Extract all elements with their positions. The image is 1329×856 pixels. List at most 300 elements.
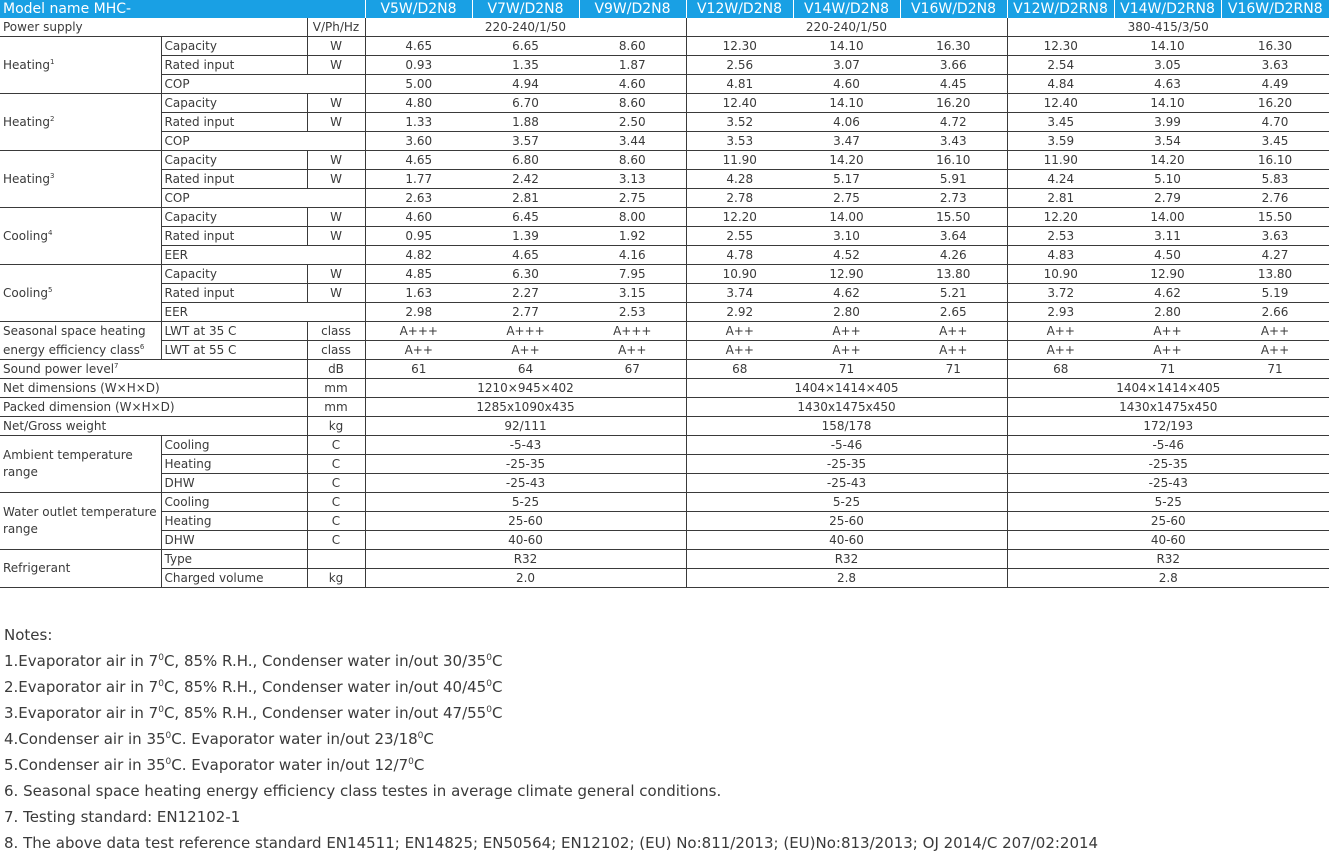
value-cell: 16.30 (1221, 37, 1329, 56)
value-cell: 4.60 (365, 208, 472, 227)
unit-cell: W (307, 113, 365, 132)
sub-label-cell: LWT at 55 C (161, 341, 307, 360)
value-cell: 71 (793, 360, 900, 379)
value-cell: 1.92 (579, 227, 686, 246)
group-value-cell: 25-60 (686, 512, 1007, 531)
water-outlet-temperature-row (0, 493, 1329, 512)
unit-cell: W (307, 170, 365, 189)
value-cell: 2.81 (1007, 189, 1114, 208)
value-cell: 14.20 (793, 151, 900, 170)
value-cell: 13.80 (900, 265, 1007, 284)
value-cell: A++ (686, 322, 793, 341)
note-text: C (491, 652, 503, 670)
value-cell: 11.90 (1007, 151, 1114, 170)
footnote-marker: 4 (47, 229, 53, 237)
sub-label-cell: Rated input (161, 227, 307, 246)
group-value-cell: 1210×945×402 (365, 379, 686, 398)
value-cell: 4.65 (365, 37, 472, 56)
unit-cell: W (307, 37, 365, 56)
unit-cell: V/Ph/Hz (307, 18, 365, 37)
value-cell: 14.00 (1114, 208, 1221, 227)
seasonal-efficiency-row (0, 341, 1329, 360)
sub-label-cell: DHW (161, 531, 307, 550)
value-cell: 12.20 (1007, 208, 1114, 227)
unit-cell: W (307, 56, 365, 75)
value-cell: A++ (1221, 322, 1329, 341)
value-cell: 15.50 (1221, 208, 1329, 227)
unit-cell: C (307, 512, 365, 531)
note-item (4, 648, 1098, 674)
note-text: 4.Condenser air in 35 (4, 730, 166, 748)
value-cell: 2.63 (365, 189, 472, 208)
sub-label-cell: Capacity (161, 94, 307, 113)
value-cell: A+++ (472, 322, 579, 341)
note-text: 3.Evaporator air in 7 (4, 704, 159, 722)
value-cell: 2.75 (793, 189, 900, 208)
model-header: V12W/D2N8 (686, 0, 793, 18)
value-cell: 3.10 (793, 227, 900, 246)
value-cell: 4.83 (1007, 246, 1114, 265)
sound-power-label (0, 360, 307, 379)
value-cell: 8.60 (579, 94, 686, 113)
performance-row (0, 284, 1329, 303)
sub-label-cell: Capacity (161, 37, 307, 56)
row-label-cell: Packed dimension (W×H×D) (0, 398, 307, 417)
group-value-cell: 1404×1414×405 (1007, 379, 1329, 398)
value-cell: 3.44 (579, 132, 686, 151)
group-value-cell: -25-43 (365, 474, 686, 493)
note-item: 6. Seasonal space heating energy efficiency class testes in average climate general conditions. (4, 782, 722, 800)
value-cell: 15.50 (900, 208, 1007, 227)
note-item (4, 674, 1098, 700)
note-text: C (423, 730, 434, 748)
ambient-temperature-row (0, 455, 1329, 474)
row-label-cell: Net dimensions (W×H×D) (0, 379, 307, 398)
notes-section (4, 622, 1099, 852)
value-cell: 4.62 (1114, 284, 1221, 303)
performance-row (0, 132, 1329, 151)
value-cell: 2.66 (1221, 303, 1329, 322)
row-label-text: Heating (3, 115, 51, 129)
value-cell: 64 (472, 360, 579, 379)
value-cell: 4.82 (365, 246, 472, 265)
group-value-cell: 5-25 (365, 493, 686, 512)
model-header: V7W/D2N8 (472, 0, 579, 18)
value-cell: 68 (686, 360, 793, 379)
water-outlet-temperature-label: Water outlet temperature range (0, 493, 161, 550)
performance-group-label (0, 151, 161, 208)
unit-cell: mm (307, 379, 365, 398)
value-cell: 3.52 (686, 113, 793, 132)
group-value-cell: 92/111 (365, 417, 686, 436)
sub-label-cell: Cooling (161, 493, 307, 512)
value-cell: 6.65 (472, 37, 579, 56)
note-text: C (413, 756, 425, 774)
sub-label-cell: Charged volume (161, 569, 307, 588)
performance-row (0, 151, 1329, 170)
value-cell: 3.60 (365, 132, 472, 151)
value-cell: 2.65 (900, 303, 1007, 322)
row-label-text: Heating (3, 58, 51, 72)
sub-label-cell: Cooling (161, 436, 307, 455)
value-cell: 1.77 (365, 170, 472, 189)
note-text: 5.Condenser air in 35 (4, 756, 166, 774)
value-cell: 4.26 (900, 246, 1007, 265)
value-cell: 2.78 (686, 189, 793, 208)
group-value-cell: 220-240/1/50 (365, 18, 686, 37)
group-value-cell: 220-240/1/50 (686, 18, 1007, 37)
value-cell: 2.81 (472, 189, 579, 208)
degree-marker: 0 (408, 757, 414, 767)
performance-row (0, 208, 1329, 227)
sound-power-row (0, 360, 1329, 379)
value-cell: 11.90 (686, 151, 793, 170)
degree-marker: 0 (165, 731, 172, 741)
note-text: C (491, 678, 503, 696)
sub-label-cell: Rated input (161, 113, 307, 132)
sub-label-cell: EER (161, 246, 365, 265)
note-text: C, 85% R.H., Condenser water in/out 47/55 (163, 704, 487, 722)
unit-cell: W (307, 151, 365, 170)
group-value-cell: 40-60 (686, 531, 1007, 550)
value-cell: 4.63 (1114, 75, 1221, 94)
value-cell: 16.20 (900, 94, 1007, 113)
value-cell: 3.72 (1007, 284, 1114, 303)
value-cell: 2.53 (1007, 227, 1114, 246)
value-cell: 6.45 (472, 208, 579, 227)
performance-row (0, 75, 1329, 94)
footnote-marker: 3 (50, 172, 55, 180)
value-cell: 3.63 (1221, 56, 1329, 75)
value-cell: 4.60 (579, 75, 686, 94)
value-cell: 1.88 (472, 113, 579, 132)
value-cell: 4.62 (793, 284, 900, 303)
value-cell: 5.91 (900, 170, 1007, 189)
note-text: 1.Evaporator air in 7 (4, 652, 159, 670)
power-supply-label: Power supply (0, 18, 307, 37)
sub-label-cell: Rated input (161, 56, 307, 75)
header-row (0, 0, 1329, 18)
value-cell: 3.05 (1114, 56, 1221, 75)
value-cell: 6.80 (472, 151, 579, 170)
note-item (4, 700, 1098, 726)
value-cell: 2.73 (900, 189, 1007, 208)
value-cell: 1.63 (365, 284, 472, 303)
value-cell: 2.54 (1007, 56, 1114, 75)
performance-row (0, 227, 1329, 246)
group-value-cell: 1430x1475x450 (686, 398, 1007, 417)
row-label-text: Cooling (3, 286, 48, 300)
value-cell: 0.93 (365, 56, 472, 75)
power-supply-row (0, 18, 1329, 37)
group-value-cell: R32 (1007, 550, 1329, 569)
model-name-label: Model name MHC- (0, 0, 365, 18)
value-cell: 3.45 (1221, 132, 1329, 151)
unit-cell (307, 550, 365, 569)
value-cell: 71 (1114, 360, 1221, 379)
value-cell: 5.21 (900, 284, 1007, 303)
performance-group-label (0, 94, 161, 151)
value-cell: 4.49 (1221, 75, 1329, 94)
group-value-cell: 40-60 (1007, 531, 1329, 550)
value-cell: 5.17 (793, 170, 900, 189)
group-value-cell: 2.8 (686, 569, 1007, 588)
value-cell: 5.19 (1221, 284, 1329, 303)
ambient-temperature-label: Ambient temperature range (0, 436, 161, 493)
water-outlet-temperature-row (0, 512, 1329, 531)
value-cell: 10.90 (1007, 265, 1114, 284)
group-value-cell: 1285x1090x435 (365, 398, 686, 417)
dimension-row (0, 398, 1329, 417)
refrigerant-row (0, 569, 1329, 588)
sub-label-cell: EER (161, 303, 365, 322)
value-cell: A++ (1007, 341, 1114, 360)
value-cell: 2.75 (579, 189, 686, 208)
value-cell: 2.50 (579, 113, 686, 132)
group-value-cell: 158/178 (686, 417, 1007, 436)
group-value-cell: -5-43 (365, 436, 686, 455)
performance-row (0, 265, 1329, 284)
degree-marker: 0 (158, 705, 164, 715)
unit-cell: dB (307, 360, 365, 379)
performance-group-label (0, 265, 161, 322)
value-cell: 3.11 (1114, 227, 1221, 246)
value-cell: 3.54 (1114, 132, 1221, 151)
value-cell: 4.45 (900, 75, 1007, 94)
value-cell: 4.27 (1221, 246, 1329, 265)
value-cell: 1.35 (472, 56, 579, 75)
value-cell: 12.40 (686, 94, 793, 113)
footnote-marker: 1 (50, 58, 55, 66)
value-cell: 2.80 (793, 303, 900, 322)
model-header: V12W/D2RN8 (1007, 0, 1114, 18)
sub-label-cell: Capacity (161, 208, 307, 227)
refrigerant-label: Refrigerant (0, 550, 161, 588)
unit-cell: W (307, 227, 365, 246)
value-cell: A++ (900, 341, 1007, 360)
unit-cell: C (307, 474, 365, 493)
value-cell: 2.80 (1114, 303, 1221, 322)
value-cell: 61 (365, 360, 472, 379)
group-value-cell: 25-60 (1007, 512, 1329, 531)
value-cell: 6.30 (472, 265, 579, 284)
seasonal-label-line2: energy efficiency class (3, 342, 140, 357)
group-value-cell: -25-35 (1007, 455, 1329, 474)
note-text: C, 85% R.H., Condenser water in/out 40/45 (163, 678, 487, 696)
degree-marker: 0 (417, 731, 424, 741)
unit-cell: C (307, 531, 365, 550)
note-text: C (491, 704, 503, 722)
unit-cell: kg (307, 417, 365, 436)
performance-row (0, 113, 1329, 132)
model-header: V9W/D2N8 (579, 0, 686, 18)
unit-cell: W (307, 208, 365, 227)
value-cell: 12.90 (1114, 265, 1221, 284)
value-cell: A++ (1007, 322, 1114, 341)
value-cell: 3.53 (686, 132, 793, 151)
value-cell: 71 (900, 360, 1007, 379)
value-cell: 3.64 (900, 227, 1007, 246)
value-cell: 12.40 (1007, 94, 1114, 113)
value-cell: 8.60 (579, 37, 686, 56)
value-cell: 16.20 (1221, 94, 1329, 113)
value-cell: 5.10 (1114, 170, 1221, 189)
group-value-cell: 5-25 (686, 493, 1007, 512)
group-value-cell: 25-60 (365, 512, 686, 531)
group-value-cell: -25-35 (365, 455, 686, 474)
unit-cell: mm (307, 398, 365, 417)
group-value-cell: -25-35 (686, 455, 1007, 474)
value-cell: 3.66 (900, 56, 1007, 75)
value-cell: 2.92 (686, 303, 793, 322)
note-text: C. Evaporator water in/out 12/7 (171, 756, 409, 774)
value-cell: 14.10 (793, 37, 900, 56)
unit-cell: kg (307, 569, 365, 588)
unit-cell: W (307, 265, 365, 284)
value-cell: 16.10 (1221, 151, 1329, 170)
value-cell: 1.87 (579, 56, 686, 75)
group-value-cell: 2.0 (365, 569, 686, 588)
value-cell: 12.20 (686, 208, 793, 227)
performance-group-label (0, 37, 161, 94)
value-cell: 3.45 (1007, 113, 1114, 132)
value-cell: 12.30 (686, 37, 793, 56)
value-cell: 8.60 (579, 151, 686, 170)
sub-label-cell: Type (161, 550, 307, 569)
unit-cell: C (307, 493, 365, 512)
value-cell: 6.70 (472, 94, 579, 113)
group-value-cell: -5-46 (1007, 436, 1329, 455)
value-cell: 8.00 (579, 208, 686, 227)
performance-row (0, 246, 1329, 265)
value-cell: 4.85 (365, 265, 472, 284)
value-cell: 2.53 (579, 303, 686, 322)
value-cell: 71 (1221, 360, 1329, 379)
dimension-row (0, 379, 1329, 398)
unit-cell: C (307, 455, 365, 474)
footnote-marker: 7 (114, 362, 119, 370)
performance-row (0, 56, 1329, 75)
group-value-cell: -25-43 (686, 474, 1007, 493)
value-cell: 13.80 (1221, 265, 1329, 284)
performance-group-label (0, 208, 161, 265)
note-item: 8. The above data test reference standard EN14511; EN14825; EN50564; EN12102; (EU) No:811/2013; (EU)No:813/2013; OJ 2014/C 207/02:2014 (4, 834, 1099, 852)
value-cell: 2.93 (1007, 303, 1114, 322)
value-cell: 4.24 (1007, 170, 1114, 189)
value-cell: A++ (686, 341, 793, 360)
value-cell: 68 (1007, 360, 1114, 379)
ambient-temperature-row (0, 474, 1329, 493)
model-header: V5W/D2N8 (365, 0, 472, 18)
value-cell: 16.30 (900, 37, 1007, 56)
value-cell: 2.76 (1221, 189, 1329, 208)
sub-label-cell: Rated input (161, 170, 307, 189)
value-cell: 3.47 (793, 132, 900, 151)
performance-row (0, 189, 1329, 208)
note-text: C, 85% R.H., Condenser water in/out 30/35 (163, 652, 487, 670)
value-cell: A++ (793, 322, 900, 341)
value-cell: 2.27 (472, 284, 579, 303)
row-label-cell: Net/Gross weight (0, 417, 307, 436)
sub-label-cell: COP (161, 75, 365, 94)
value-cell: 4.52 (793, 246, 900, 265)
value-cell: 14.00 (793, 208, 900, 227)
group-value-cell: -5-46 (686, 436, 1007, 455)
sub-label-cell: Heating (161, 455, 307, 474)
value-cell: A++ (579, 341, 686, 360)
seasonal-label-cell (0, 341, 161, 360)
value-cell: A++ (1221, 341, 1329, 360)
unit-cell: C (307, 436, 365, 455)
seasonal-label-line1: Seasonal space heating (3, 324, 146, 339)
group-value-cell: 172/193 (1007, 417, 1329, 436)
value-cell: 3.59 (1007, 132, 1114, 151)
degree-marker: 0 (486, 653, 492, 663)
value-cell: 4.65 (365, 151, 472, 170)
group-value-cell: R32 (686, 550, 1007, 569)
unit-cell: class (307, 322, 365, 341)
value-cell: 2.77 (472, 303, 579, 322)
value-cell: 14.10 (1114, 94, 1221, 113)
row-label-text: Sound power level (3, 362, 115, 376)
model-header: V16W/D2N8 (900, 0, 1007, 18)
value-cell: 3.57 (472, 132, 579, 151)
value-cell: 0.95 (365, 227, 472, 246)
sub-label-cell: Heating (161, 512, 307, 531)
value-cell: 3.13 (579, 170, 686, 189)
value-cell: 4.50 (1114, 246, 1221, 265)
sub-label-cell: LWT at 35 C (161, 322, 307, 341)
value-cell: 10.90 (686, 265, 793, 284)
sub-label-cell: Rated input (161, 284, 307, 303)
value-cell: 2.79 (1114, 189, 1221, 208)
value-cell: 14.10 (793, 94, 900, 113)
value-cell: 16.10 (900, 151, 1007, 170)
value-cell: 2.42 (472, 170, 579, 189)
value-cell: 4.28 (686, 170, 793, 189)
value-cell: 4.94 (472, 75, 579, 94)
water-outlet-temperature-row (0, 531, 1329, 550)
value-cell: 2.56 (686, 56, 793, 75)
value-cell: 4.16 (579, 246, 686, 265)
value-cell: A++ (1114, 322, 1221, 341)
note-text: C. Evaporator water in/out 23/18 (171, 730, 418, 748)
value-cell: A+++ (365, 322, 472, 341)
degree-marker: 0 (486, 705, 492, 715)
footnote-marker: 2 (50, 115, 55, 123)
performance-row (0, 170, 1329, 189)
value-cell: 3.15 (579, 284, 686, 303)
group-value-cell: 5-25 (1007, 493, 1329, 512)
value-cell: 67 (579, 360, 686, 379)
value-cell: 1.33 (365, 113, 472, 132)
degree-marker: 0 (158, 653, 164, 663)
row-label-text: Heating (3, 172, 51, 186)
value-cell: 4.80 (365, 94, 472, 113)
model-header: V14W/D2N8 (793, 0, 900, 18)
value-cell: 4.60 (793, 75, 900, 94)
unit-cell: class (307, 341, 365, 360)
sub-label-cell: DHW (161, 474, 307, 493)
note-item (4, 726, 1098, 752)
value-cell: 4.84 (1007, 75, 1114, 94)
group-value-cell: 2.8 (1007, 569, 1329, 588)
seasonal-efficiency-row (0, 322, 1329, 341)
value-cell: 3.74 (686, 284, 793, 303)
group-value-cell: 380-415/3/50 (1007, 18, 1329, 37)
value-cell: A++ (472, 341, 579, 360)
value-cell: A+++ (579, 322, 686, 341)
